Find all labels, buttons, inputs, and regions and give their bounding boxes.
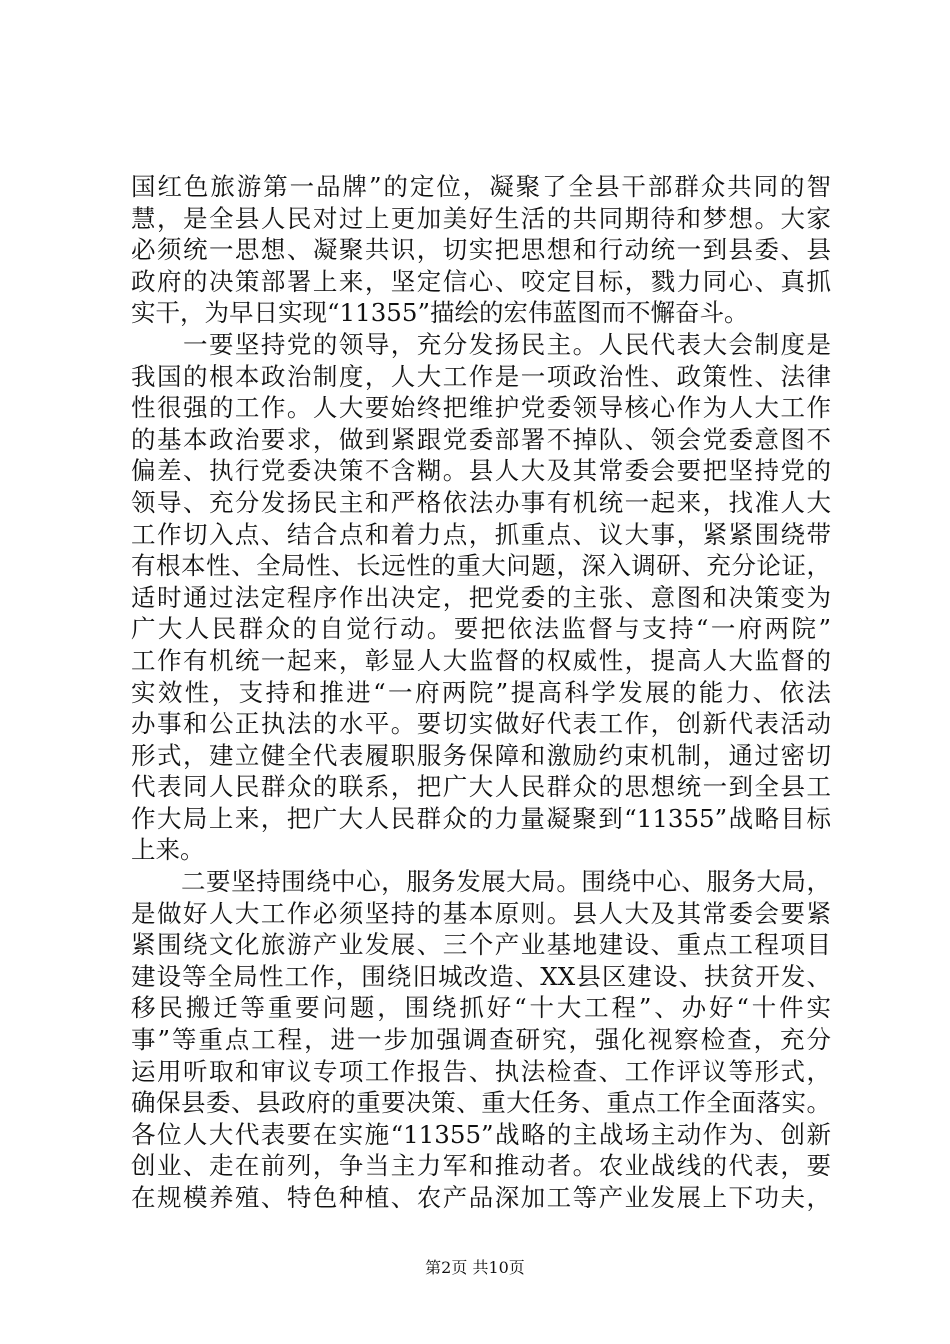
text-line: 工作有机统一起来，彰显人大监督的权威性，提高人大监督的 [131, 645, 831, 675]
text-line: 作大局上来，把广大人民群众的力量凝聚到“11355”战略目标 [131, 803, 831, 833]
text-line: 适时通过法定程序作出决定，把党委的主张、意图和决策变为 [131, 582, 831, 612]
text-line: 创业、走在前列，争当主力军和推动者。农业战线的代表，要 [131, 1151, 831, 1181]
text-line: 领导、充分发扬民主和严格依法办事有机统一起来，找准人大 [131, 487, 831, 517]
text-line: 工作切入点、结合点和着力点，抓重点、议大事，紧紧围绕带 [131, 519, 831, 549]
text-line: 国红色旅游第一品牌”的定位，凝聚了全县干部群众共同的智 [131, 172, 831, 201]
text-line: 一要坚持党的领导，充分发扬民主。人民代表大会制度是 [131, 329, 831, 359]
text-line: 在规模养殖、特色种植、农产品深加工等产业发展上下功夫， [131, 1183, 831, 1212]
text-line: 形式，建立健全代表履职服务保障和激励约束机制，通过密切 [131, 740, 831, 770]
text-line: 广大人民群众的自觉行动。要把依法监督与支持“一府两院” [131, 614, 831, 644]
text-line: 二要坚持围绕中心，服务发展大局。围绕中心、服务大局， [131, 867, 831, 897]
text-line: 偏差、执行党委决策不含糊。县人大及其常委会要把坚持党的 [131, 456, 831, 486]
text-line: 必须统一思想、凝聚共识，切实把思想和行动统一到县委、县 [131, 235, 831, 265]
text-line: 实效性，支持和推进“一府两院”提高科学发展的能力、依法 [131, 677, 831, 707]
text-line: 性很强的工作。人大要始终把维护党委领导核心作为人大工作 [131, 393, 831, 423]
text-line: 的基本政治要求，做到紧跟党委部署不掉队、领会党委意图不 [131, 424, 831, 454]
text-line: 实干，为早日实现“11355”描绘的宏伟蓝图而不懈奋斗。 [131, 298, 749, 328]
text-line: 办事和公正执法的水平。要切实做好代表工作，创新代表活动 [131, 709, 831, 739]
text-line: 是做好人大工作必须坚持的基本原则。县人大及其常委会要紧 [131, 898, 831, 928]
text-line: 紧围绕文化旅游产业发展、三个产业基地建设、重点工程项目 [131, 930, 831, 960]
text-line: 移民搬迁等重要问题，围绕抓好“十大工程”、办好“十件实 [131, 993, 831, 1023]
text-line: 代表同人民群众的联系，把广大人民群众的思想统一到全县工 [131, 772, 831, 802]
text-line: 慧，是全县人民对过上更加美好生活的共同期待和梦想。大家 [131, 203, 831, 233]
text-line: 政府的决策部署上来，坚定信心、咬定目标，戮力同心、真抓 [131, 266, 831, 296]
document-body [131, 171, 831, 1214]
text-line: 各位人大代表要在实施“11355”战略的主战场主动作为、创新 [131, 1119, 831, 1149]
text-line: 有根本性、全局性、长远性的重大问题，深入调研、充分论证， [131, 551, 831, 581]
text-line: 我国的根本政治制度，人大工作是一项政治性、政策性、法律 [131, 361, 831, 391]
text-line: 上来。 [131, 835, 205, 865]
text-line: 事”等重点工程，进一步加强调查研究，强化视察检查，充分 [131, 1025, 831, 1055]
text-line: 运用听取和审议专项工作报告、执法检查、工作评议等形式， [131, 1056, 831, 1086]
page-footer: 第2页 共10页 [425, 1258, 525, 1277]
text-line: 确保县委、县政府的重要决策、重大任务、重点工作全面落实。 [131, 1088, 831, 1118]
text-line: 建设等全局性工作，围绕旧城改造、XX县区建设、扶贫开发、 [131, 961, 831, 991]
